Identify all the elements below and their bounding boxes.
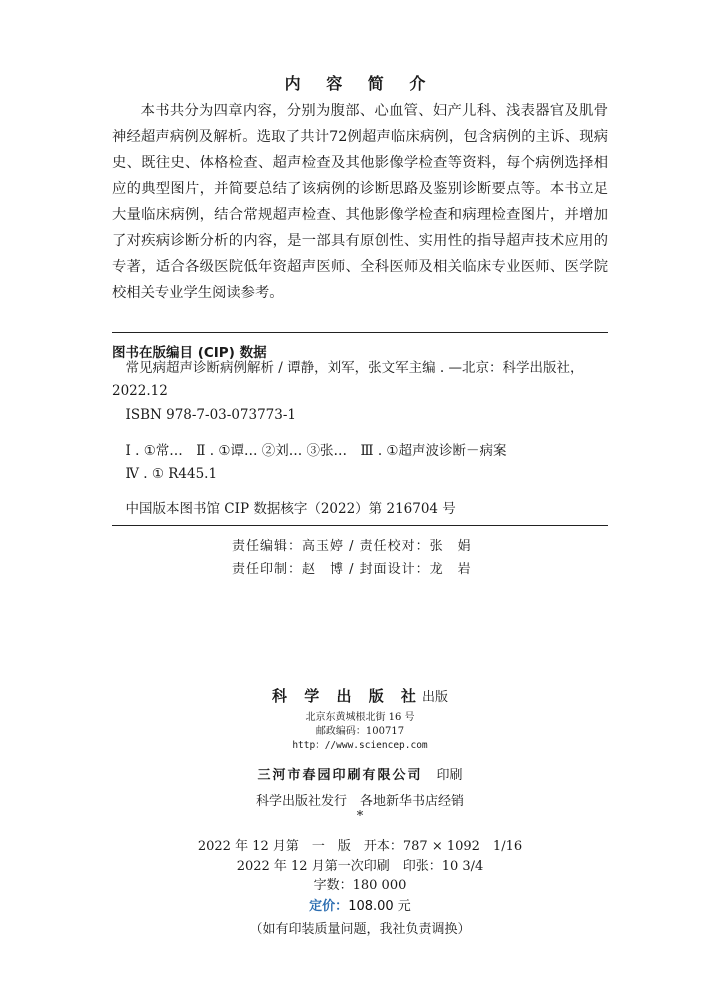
cip-classification-2: Ⅳ . ① R445.1	[125, 466, 218, 482]
editor-credits-2: 责任印制：赵 博 / 封面设计：龙 岩	[232, 562, 472, 577]
page-title: 内 容 简 介	[284, 74, 436, 93]
publisher-url: http：//www.sciencep.com	[292, 740, 428, 751]
cip-classification-1: Ⅰ . ①常… Ⅱ . ①谭… ②刘… ③张… Ⅲ . ①超声波诊断－病案	[125, 443, 507, 459]
edition-line-2: 2022 年 12 月第一次印刷 印张：10 3/4	[236, 859, 484, 874]
word-count: 字数：180 000	[313, 878, 407, 893]
cip-isbn: ISBN 978-7-03-073773-1	[125, 407, 297, 423]
cip-heading: 图书在版编目 (CIP) 数据	[112, 345, 267, 361]
editor-credits-1: 责任编辑：高玉婷 / 责任校对：张 娟	[232, 539, 472, 554]
distribution-note: 科学出版社发行 各地新华书店经销	[255, 794, 464, 809]
publisher-line	[0, 685, 720, 706]
cip-record: 常见病超声诊断病例解析 / 谭静，刘军，张文军主编 . —北京：科学出版社，2022.12	[112, 360, 584, 399]
publisher-suffix: 出版	[421, 690, 448, 705]
content-summary: 本书共分为四章内容，分别为腹部、心血管、妇产儿科、浅表器官及肌骨神经超声病例及解析。选取了共计72例超声临床病例，包含病例的主诉、现病史、既往史、体格检查、超声检查及其他影像学检查等资料，每个病例选择相应的典型图片，并简要总结了该病例的诊断思路及鉴别诊断要点等。本书立足大量临床病例，结合常规超声检查、其他影像学检查和病理检查图片，并增加了对疾病诊断分析的内容，是一部具有原创性、实用性的指导超声技术应用的专著，适合各级医院低年资超声医师、全科医师及相关临床专业医师、医学院校相关专业学生阅读参考。	[112, 103, 608, 301]
printer-line	[0, 764, 720, 783]
edition-line-1: 2022 年 12 月第 一 版 开本：787 × 1092 1/16	[197, 839, 523, 854]
price-line	[0, 895, 720, 914]
publisher-postcode: 邮政编码：100717	[315, 726, 405, 737]
printer-name: 三河市春园印刷有限公司	[257, 768, 423, 783]
quality-notice: （如有印装质量问题，我社负责调换）	[249, 922, 471, 937]
price-label: 定价：	[309, 899, 349, 914]
cip-top-rule	[112, 332, 608, 333]
cip-core-number: 中国版本图书馆 CIP 数据核字（2022）第 216704 号	[125, 501, 456, 517]
separator-star: *	[356, 809, 364, 824]
publisher-name: 科 学 出 版 社	[272, 687, 422, 705]
printer-suffix: 印刷	[436, 768, 463, 783]
publisher-address: 北京东黄城根北街 16 号	[305, 712, 415, 723]
cip-bottom-rule	[112, 525, 608, 526]
price-value: 108.00 元	[348, 899, 411, 914]
